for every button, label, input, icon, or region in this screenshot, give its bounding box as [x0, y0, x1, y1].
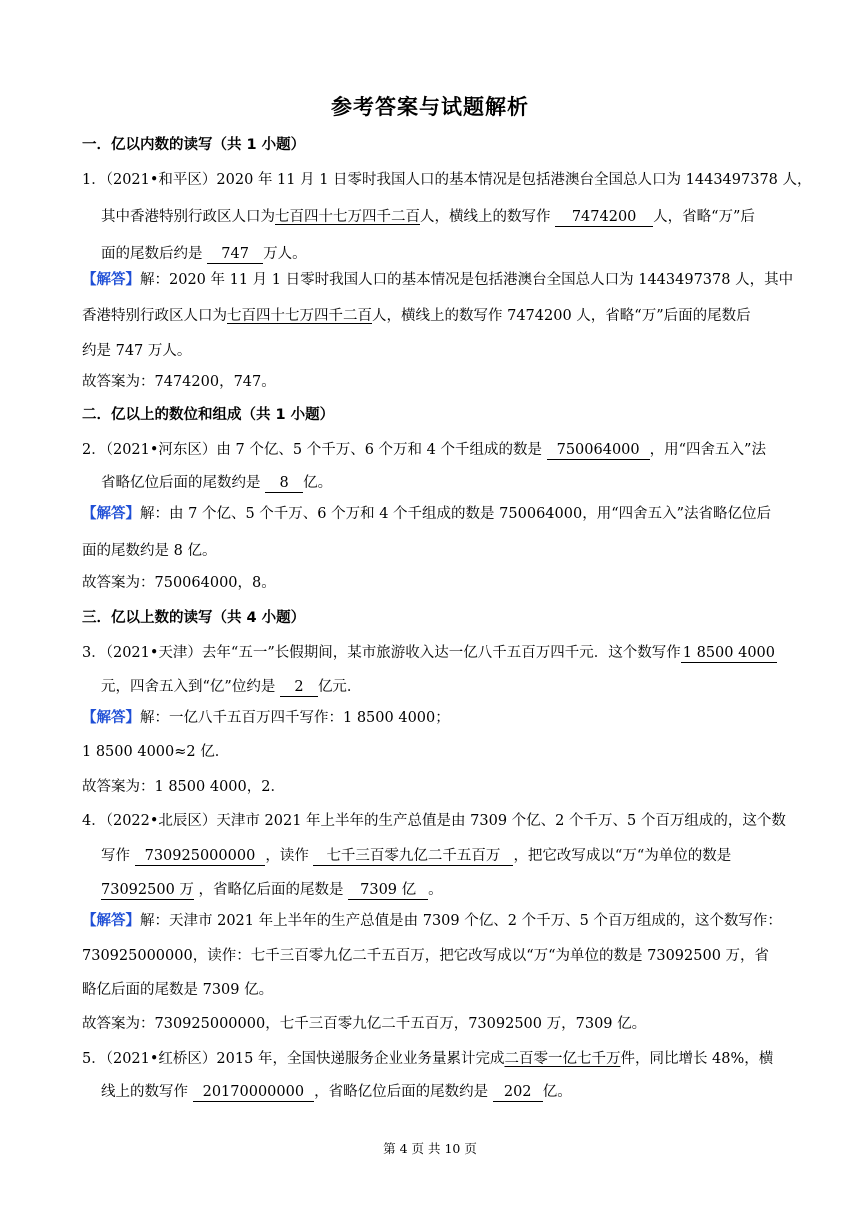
answer-blank: 七千三百零九亿二千五百万 — [313, 848, 513, 866]
solution-2-final-answer: 故答案为：750064000，8。 — [82, 575, 276, 591]
question-2-line-2: 省略亿位后面的尾数约是 8 亿。 — [101, 475, 333, 491]
solution-1-line-1: 【解答】解：2020 年 11 月 1 日零时我国人口的基本情况是包括港澳台全国总人口为 1443497378 人，其中 — [82, 272, 794, 288]
page-footer: 第 4 页 共 10 页 — [383, 1141, 477, 1156]
answer-blank: 1 8500 4000 — [682, 645, 776, 661]
underlined-number-text: 七百四十七万四千二百 — [275, 209, 420, 225]
question-2-line-1: 2．（2021•河东区）由 7 个亿、5 个千万、6 个万和 4 个千组成的数是 750064000 ，用“四舍五入”法 — [82, 442, 766, 458]
solution-4-final-answer: 故答案为：730925000000，七千三百零九亿二千五百万，73092500 万，7309 亿。 — [82, 1016, 647, 1032]
answer-blank: 202 — [493, 1084, 543, 1102]
question-4-line-2: 写作 730925000000 ，读作 七千三百零九亿二千五百万 ，把它改写成以“万“为单位的数是 — [101, 848, 732, 864]
answer-blank: 7474200 — [555, 209, 653, 227]
question-1-line-2: 其中香港特别行政区人口为七百四十七万四千二百人，横线上的数写作 7474200 人，省略“万”后 — [101, 209, 755, 225]
question-1-line-3: 面的尾数后约是 747 万人。 — [101, 246, 307, 262]
solution-2-line-1: 【解答】解：由 7 个亿、5 个千万、6 个万和 4 个千组成的数是 750064000，用“四舍五入”法省略亿位后 — [82, 506, 772, 522]
solution-3-line-1: 【解答】解：一亿八千五百万四千写作：1 8500 4000； — [82, 710, 450, 726]
question-4-line-3: 73092500 万 ，省略亿后面的尾数是 7309 亿 。 — [101, 882, 443, 898]
solution-2-line-2: 面的尾数约是 8 亿。 — [82, 543, 217, 559]
question-5-line-2: 线上的数写作 20170000000 ，省略亿位后面的尾数约是 202 亿。 — [101, 1084, 572, 1100]
solution-1-line-2: 香港特别行政区人口为七百四十七万四千二百人，横线上的数写作 7474200 人，省略“万”后面的尾数后 — [82, 308, 751, 324]
answer-blank: 2 — [280, 679, 318, 697]
answer-blank: 7309 亿 — [348, 882, 428, 900]
section-heading-1: 一．亿以内数的读写（共 1 小题） — [82, 137, 306, 153]
solution-4-line-1: 【解答】解：天津市 2021 年上半年的生产总值是由 7309 个亿、2 个千万、5 个百万组成的，这个数写作： — [82, 913, 782, 929]
question-4-line-1: 4．（2022•北辰区）天津市 2021 年上半年的生产总值是由 7309 个亿、2 个千万、5 个百万组成的，这个数 — [82, 813, 786, 829]
answer-blank: 750064000 — [547, 442, 650, 460]
section-heading-3: 三．亿以上数的读写（共 4 小题） — [82, 610, 306, 626]
answer-blank: 747 — [207, 246, 263, 264]
solution-tag: 【解答】 — [82, 506, 140, 522]
solution-tag: 【解答】 — [82, 710, 140, 726]
section-heading-2: 二．亿以上的数位和组成（共 1 小题） — [82, 407, 335, 423]
solution-1-final-answer: 故答案为：7474200，747。 — [82, 374, 276, 390]
solution-3-final-answer: 故答案为：1 8500 4000，2． — [82, 779, 285, 795]
solution-tag: 【解答】 — [82, 913, 140, 929]
question-1-line-1: 1．（2021•和平区）2020 年 11 月 1 日零时我国人口的基本情况是包括港澳台全国总人口为 1443497378 人， — [82, 172, 812, 188]
page-title: 参考答案与试题解析 — [331, 95, 529, 119]
question-3-line-1: 3．（2021•天津）去年“五一”长假期间，某市旅游收入达一亿八千五百万四千元．这个数写作 1 8500 4000 — [82, 645, 776, 661]
solution-1-line-3: 约是 747 万人。 — [82, 343, 192, 359]
solution-3-line-2: 1 8500 4000≈2 亿． — [82, 744, 230, 760]
solution-4-line-2: 730925000000，读作：七千三百零九亿二千五百万，把它改写成以“万“为单位的数是 73092500 万，省 — [82, 948, 770, 964]
solution-tag: 【解答】 — [82, 272, 140, 288]
answer-blank: 20170000000 — [193, 1084, 314, 1102]
solution-4-line-3: 略亿后面的尾数是 7309 亿。 — [82, 982, 274, 998]
answer-blank: 73092500 万 — [101, 882, 194, 898]
question-3-line-2: 元，四舍五入到“亿”位约是 2 亿元． — [101, 679, 362, 695]
answer-blank: 8 — [265, 475, 303, 493]
question-5-line-1: 5．（2021•红桥区）2015 年，全国快递服务企业业务量累计完成二百零一亿七千万件，同比增长 48%，横 — [82, 1051, 774, 1067]
answer-blank: 730925000000 — [135, 848, 266, 866]
underlined-number-text: 二百零一亿七千万 — [504, 1051, 621, 1067]
